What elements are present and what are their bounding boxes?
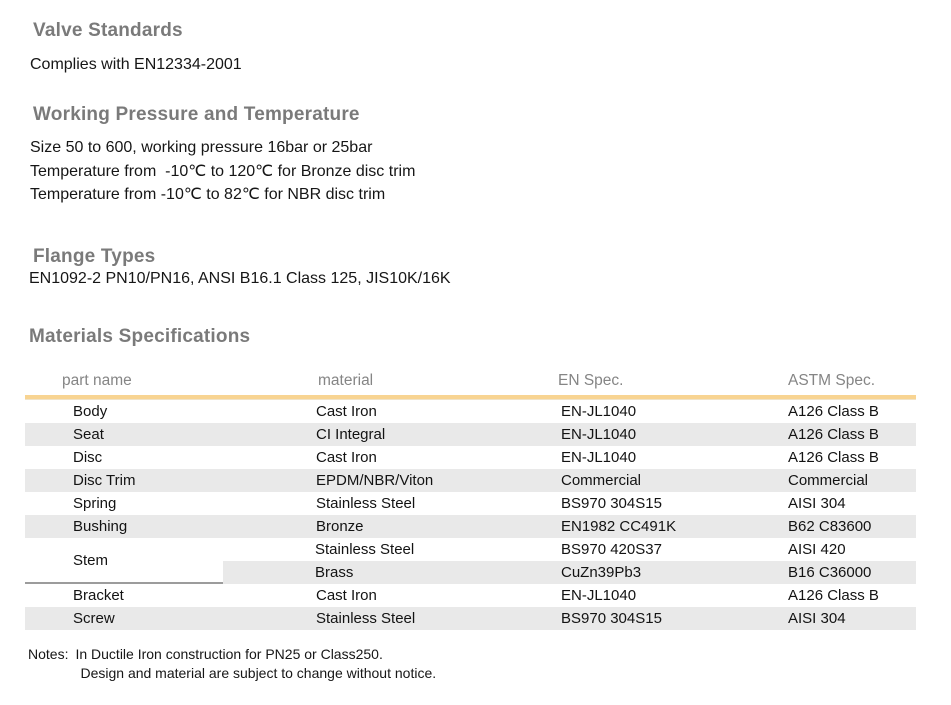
cell-en-spec: EN1982 CC491K [561, 518, 677, 535]
cell-astm-spec: B62 C83600 [788, 518, 872, 535]
column-header-material: material [318, 371, 374, 389]
valve-standards-text: Complies with EN12334-2001 [30, 56, 242, 73]
section-title-working-pressure: Working Pressure and Temperature [33, 104, 360, 125]
cell-en-spec: EN-JL1040 [561, 449, 637, 466]
notes-line: In Ductile Iron construction for PN25 or Class250. [75, 646, 383, 662]
cell-part-name: Disc Trim [73, 472, 136, 489]
column-header-part-name: part name [62, 371, 132, 389]
materials-table [25, 366, 916, 630]
cell-astm-spec: AISI 420 [788, 541, 846, 558]
section-title-materials-specifications: Materials Specifications [29, 326, 251, 347]
cell-part-name: Bracket [73, 587, 124, 604]
working-pressure-text [30, 136, 415, 207]
cell-astm-spec: A126 Class B [788, 403, 879, 420]
table-header-row [25, 366, 916, 395]
cell-material: Stainless Steel [315, 541, 415, 558]
section-title-valve-standards: Valve Standards [33, 20, 183, 41]
table-row-body [25, 400, 916, 423]
notes-lines [75, 645, 436, 683]
cell-material: Bronze [316, 518, 364, 535]
table-row-spring [25, 492, 916, 515]
cell-part-name: Spring [73, 495, 117, 512]
column-header-astm-spec: ASTM Spec. [788, 371, 875, 389]
cell-astm-spec: B16 C36000 [788, 564, 872, 581]
notes-line: Design and material are subject to change without notice. [80, 665, 437, 681]
cell-part-name: Seat [73, 426, 104, 443]
stem-subrows [223, 538, 916, 582]
cell-en-spec: Commercial [561, 472, 642, 489]
table-row-stem-brass [223, 561, 916, 584]
table-row-seat [25, 423, 916, 446]
table-row-screw [25, 607, 916, 630]
cell-en-spec: EN-JL1040 [561, 426, 637, 443]
cell-part-name: Body [73, 403, 108, 420]
cell-material: Cast Iron [316, 587, 377, 604]
cell-material: Cast Iron [316, 403, 377, 420]
cell-en-spec: BS970 304S15 [561, 495, 662, 512]
cell-astm-spec: A126 Class B [788, 426, 879, 443]
cell-en-spec: EN-JL1040 [561, 403, 637, 420]
table-row-bracket [25, 584, 916, 607]
working-pressure-line: Size 50 to 600, working pressure 16bar or 25bar [30, 139, 373, 156]
table-row-group-stem [25, 538, 916, 584]
flange-types-text: EN1092-2 PN10/PN16, ANSI B16.1 Class 125, JIS10K/16K [29, 270, 451, 287]
table-row-stem-stainless [223, 538, 916, 561]
cell-material: Cast Iron [316, 449, 377, 466]
cell-material: EPDM/NBR/Viton [316, 472, 434, 489]
cell-part-name: Bushing [73, 518, 128, 535]
notes-section [28, 645, 436, 683]
cell-astm-spec: A126 Class B [788, 449, 879, 466]
column-header-en-spec: EN Spec. [558, 371, 624, 389]
cell-material: Stainless Steel [316, 495, 416, 512]
cell-astm-spec: Commercial [788, 472, 869, 489]
cell-astm-spec: AISI 304 [788, 495, 846, 512]
cell-en-spec: BS970 304S15 [561, 610, 662, 627]
cell-part-name: Screw [73, 610, 115, 627]
cell-material: Stainless Steel [316, 610, 416, 627]
cell-en-spec: EN-JL1040 [561, 587, 637, 604]
cell-astm-spec: A126 Class B [788, 587, 879, 604]
table-row-disc-trim [25, 469, 916, 492]
table-row-disc [25, 446, 916, 469]
section-title-flange-types: Flange Types [33, 246, 156, 267]
notes-label: Notes: [28, 646, 69, 662]
cell-en-spec: BS970 420S37 [561, 541, 662, 558]
cell-en-spec: CuZn39Pb3 [561, 564, 642, 581]
table-row-bushing [25, 515, 916, 538]
cell-material: CI Integral [316, 426, 386, 443]
working-pressure-line: Temperature from -10℃ to 120℃ for Bronze disc trim [30, 162, 416, 180]
cell-material: Brass [315, 564, 354, 581]
cell-astm-spec: AISI 304 [788, 610, 846, 627]
cell-part-name-stem: Stem [25, 538, 223, 582]
working-pressure-line: Temperature from -10℃ to 82℃ for NBR disc trim [30, 186, 386, 203]
cell-part-name: Disc [73, 449, 103, 466]
